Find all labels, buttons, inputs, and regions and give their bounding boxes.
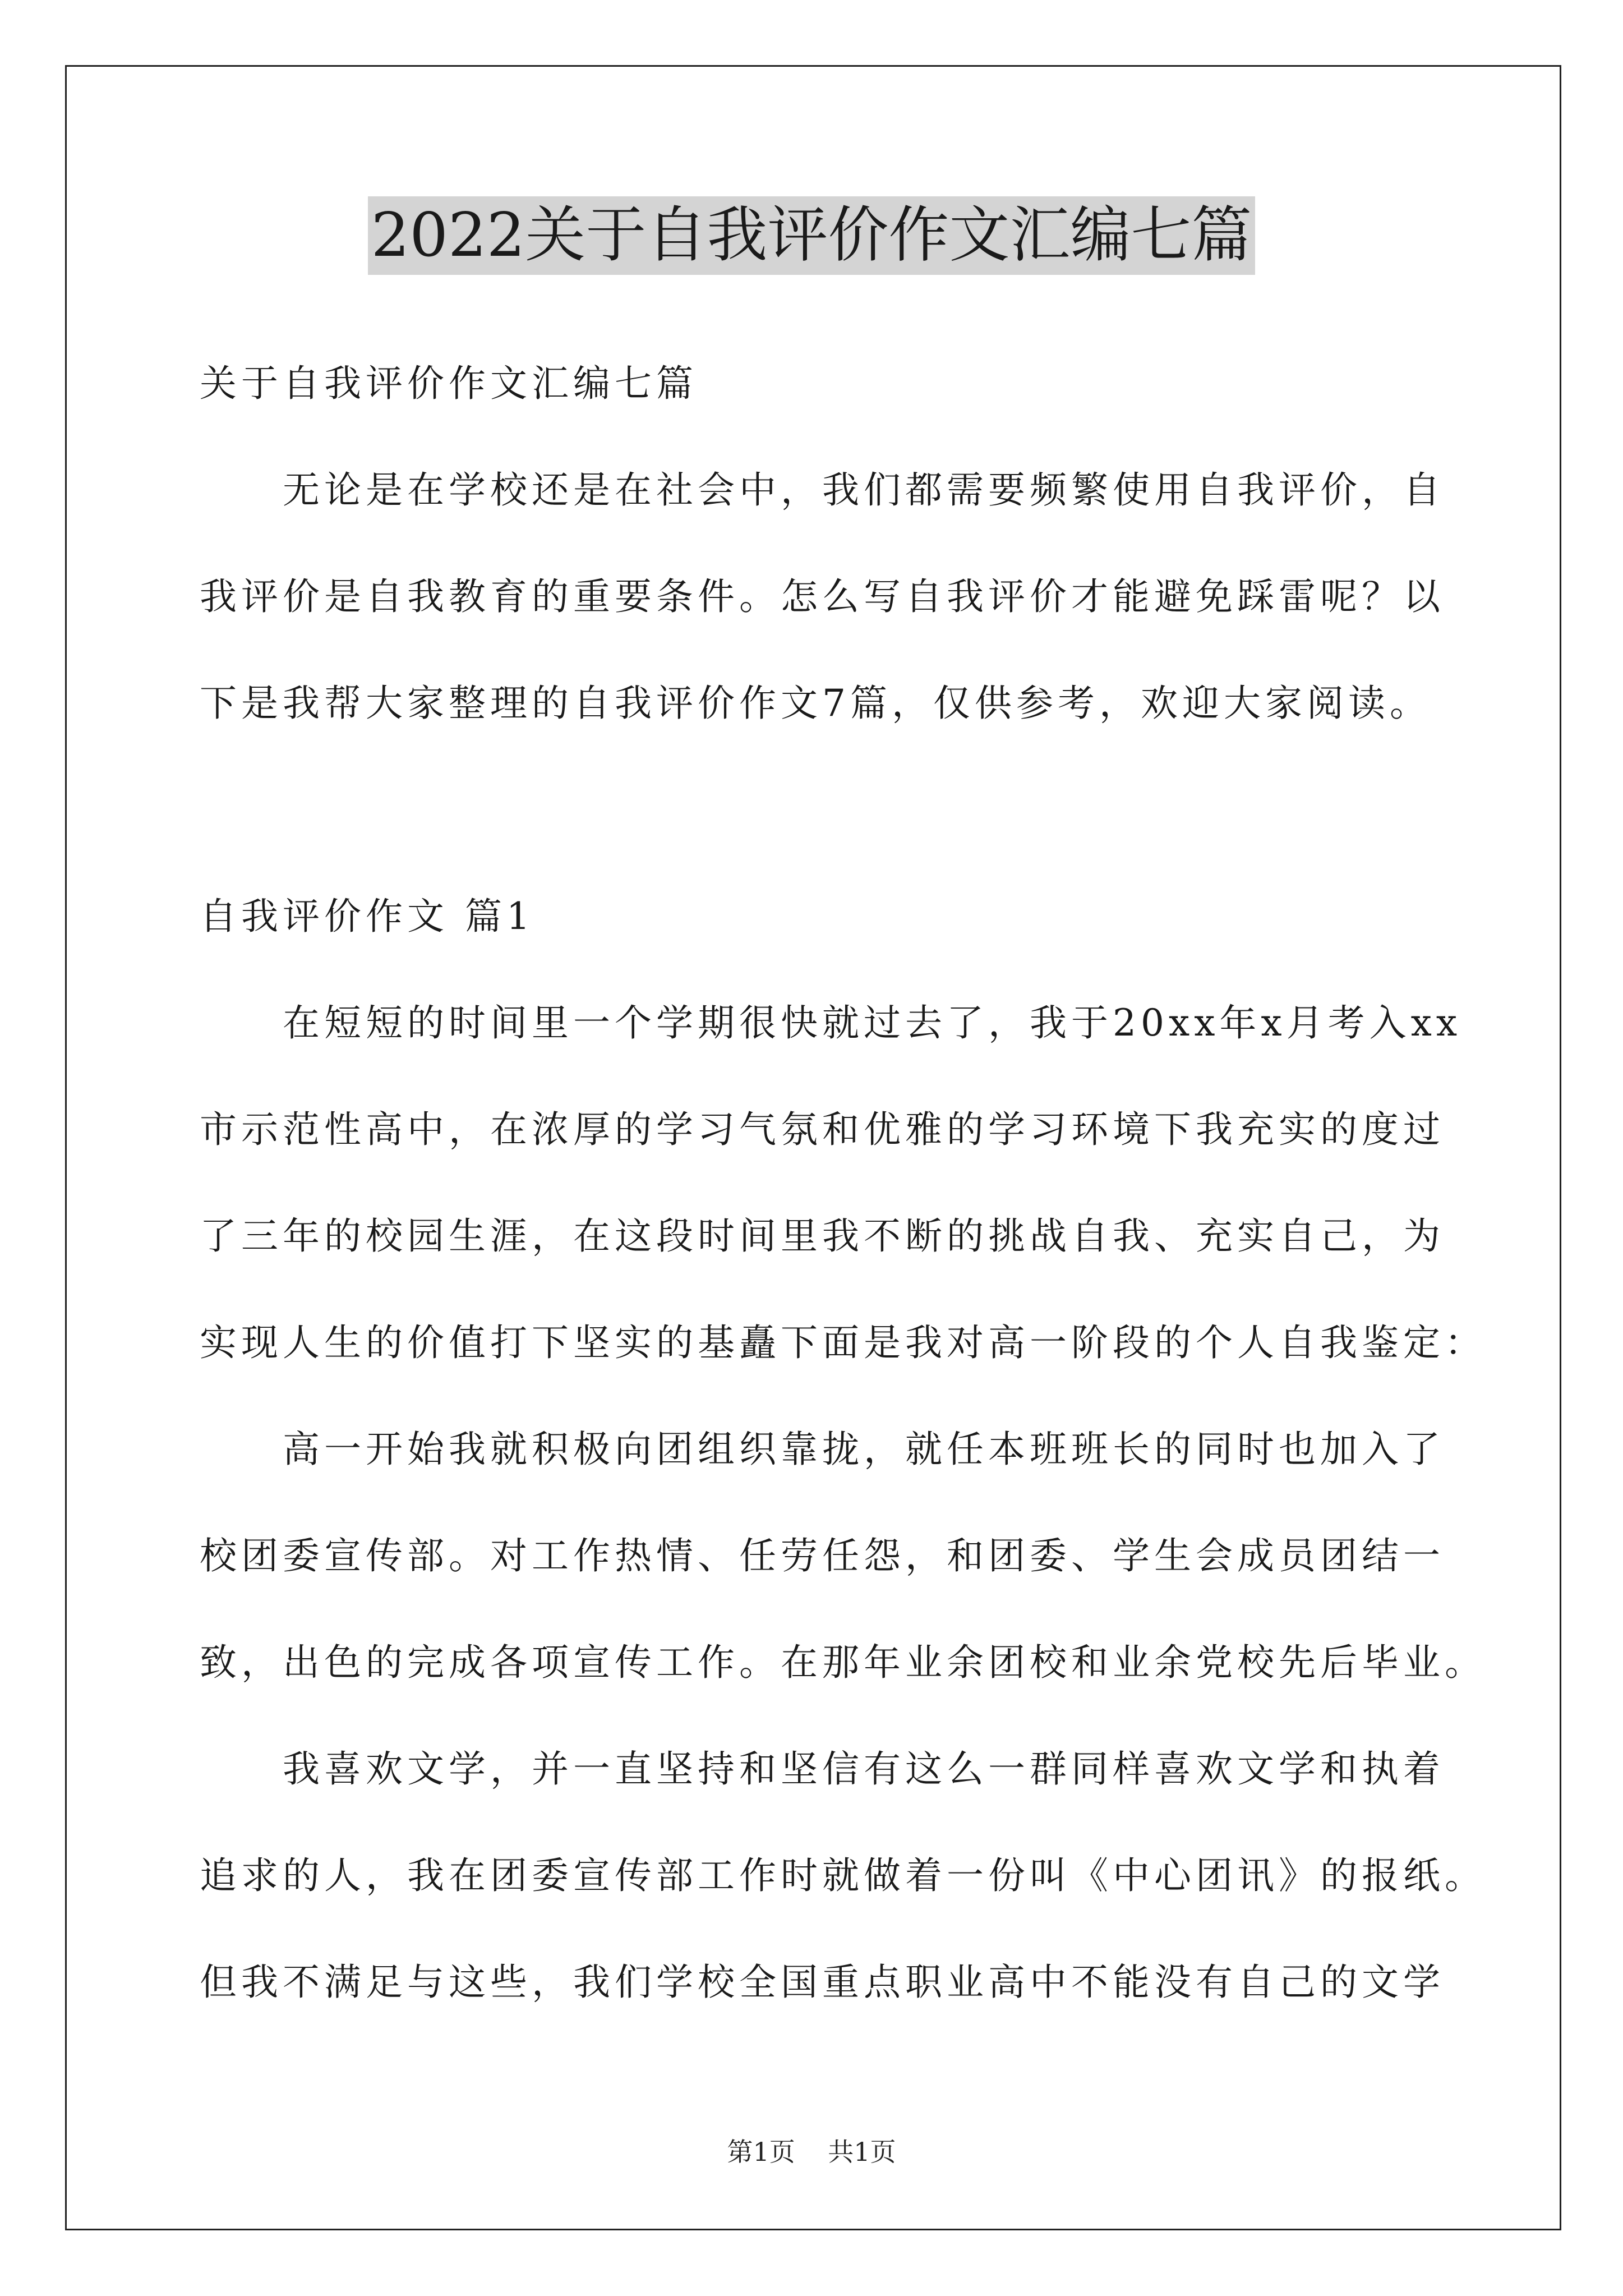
document-subtitle: 关于自我评价作文汇编七篇 bbox=[200, 362, 698, 405]
section-line: 追求的人，我在团委宣传部工作时就做着一份叫《中心团讯》的报纸。 bbox=[200, 1854, 1486, 1897]
section-line: 了三年的校园生涯，在这段时间里我不断的挑战自我、充实自己，为 bbox=[200, 1214, 1445, 1258]
page-total: 共1页 bbox=[828, 2137, 896, 2167]
section-line: 实现人生的价值打下坚实的基矗下面是我对高一阶段的个人自我鉴定： bbox=[200, 1321, 1486, 1364]
section-line: 市示范性高中，在浓厚的学习气氛和优雅的学习环境下我充实的度过 bbox=[200, 1108, 1445, 1151]
document-title: 2022关于自我评价作文汇编七篇 bbox=[368, 196, 1256, 275]
intro-line: 下是我帮大家整理的自我评价作文7篇，仅供参考，欢迎大家阅读。 bbox=[200, 682, 1431, 725]
intro-line: 我评价是自我教育的重要条件。怎么写自我评价才能避免踩雷呢？以 bbox=[200, 575, 1445, 618]
section-line: 我喜欢文学，并一直坚持和坚信有这么一群同样喜欢文学和执着 bbox=[200, 1747, 1445, 1791]
section-line: 高一开始我就积极向团组织靠拢，就任本班班长的同时也加入了 bbox=[200, 1428, 1445, 1471]
intro-line: 无论是在学校还是在社会中，我们都需要频繁使用自我评价，自 bbox=[200, 468, 1445, 512]
title-container bbox=[0, 196, 1623, 275]
page-footer bbox=[0, 2132, 1623, 2169]
page-number: 第1页 bbox=[727, 2137, 795, 2167]
section-heading: 自我评价作文 篇1 bbox=[200, 895, 534, 938]
section-line: 致，出色的完成各项宣传工作。在那年业余团校和业余党校先后毕业。 bbox=[200, 1641, 1486, 1684]
section-line: 校团委宣传部。对工作热情、任劳任怨，和团委、学生会成员团结一 bbox=[200, 1534, 1445, 1577]
section-line: 但我不满足与这些，我们学校全国重点职业高中不能没有自己的文学 bbox=[200, 1961, 1445, 2004]
section-line: 在短短的时间里一个学期很快就过去了，我于20xx年x月考入xx bbox=[200, 1001, 1462, 1045]
